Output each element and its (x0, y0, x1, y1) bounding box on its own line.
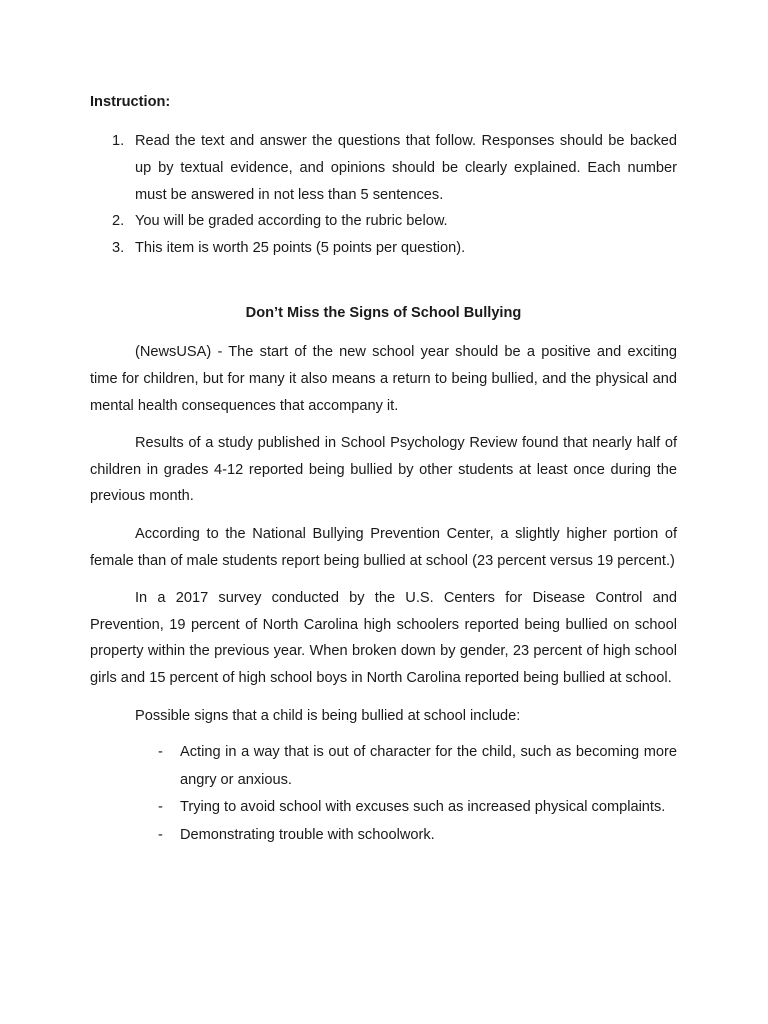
article-title: Don’t Miss the Signs of School Bullying (245, 304, 522, 321)
list-dash: - (158, 799, 163, 816)
sign-item (90, 794, 677, 821)
sign-text: Acting in a way that is out of character for the child, such as becoming more angry or anxious. (180, 744, 677, 788)
sign-item (90, 822, 677, 849)
instruction-item (90, 208, 677, 235)
sign-text: Trying to avoid school with excuses such as increased physical complaints. (180, 799, 666, 816)
list-dash: - (158, 744, 163, 761)
instruction-number: 2. (112, 213, 125, 230)
signs-list (90, 739, 677, 849)
document-page (90, 91, 677, 849)
instruction-text: You will be graded according to the rubric below. (135, 213, 448, 230)
article-paragraph: Results of a study published in School Psychology Review found that nearly half of children in grades 4-12 reported being bullied by other students at least once during the previous month. (90, 434, 677, 505)
instruction-item (90, 235, 677, 262)
instruction-list (90, 128, 677, 262)
sign-item (90, 739, 677, 794)
instruction-text: This item is worth 25 points (5 points per question). (135, 240, 466, 257)
article-paragraph: According to the National Bullying Prevention Center, a slightly higher portion of female than of male students report being bullied at school (23 percent versus 19 percent.) (90, 525, 677, 569)
instruction-item (90, 128, 677, 208)
instruction-text: Read the text and answer the questions that follow. Responses should be backed up by textual evidence, and opinions should be clearly explained. Each number must be answered in not less than 5 sentences. (135, 133, 677, 203)
sign-text: Demonstrating trouble with schoolwork. (180, 826, 435, 843)
article-paragraph: (NewsUSA) - The start of the new school year should be a positive and exciting time for children, but for many it also means a return to being bullied, and the physical and mental health consequences that accompany it. (90, 343, 677, 414)
article-paragraph: In a 2017 survey conducted by the U.S. Centers for Disease Control and Prevention, 19 percent of North Carolina high schoolers reported being bullied on school property within the previous year. When broken down by gender, 23 percent of high school girls and 15 percent of high school boys in North Carolina reported being bullied at school. (90, 589, 677, 687)
signs-intro: Possible signs that a child is being bullied at school include: (135, 707, 521, 724)
instruction-number: 3. (112, 240, 125, 257)
instruction-number: 1. (112, 133, 125, 149)
list-dash: - (158, 826, 163, 843)
instruction-label: Instruction: (90, 94, 171, 110)
